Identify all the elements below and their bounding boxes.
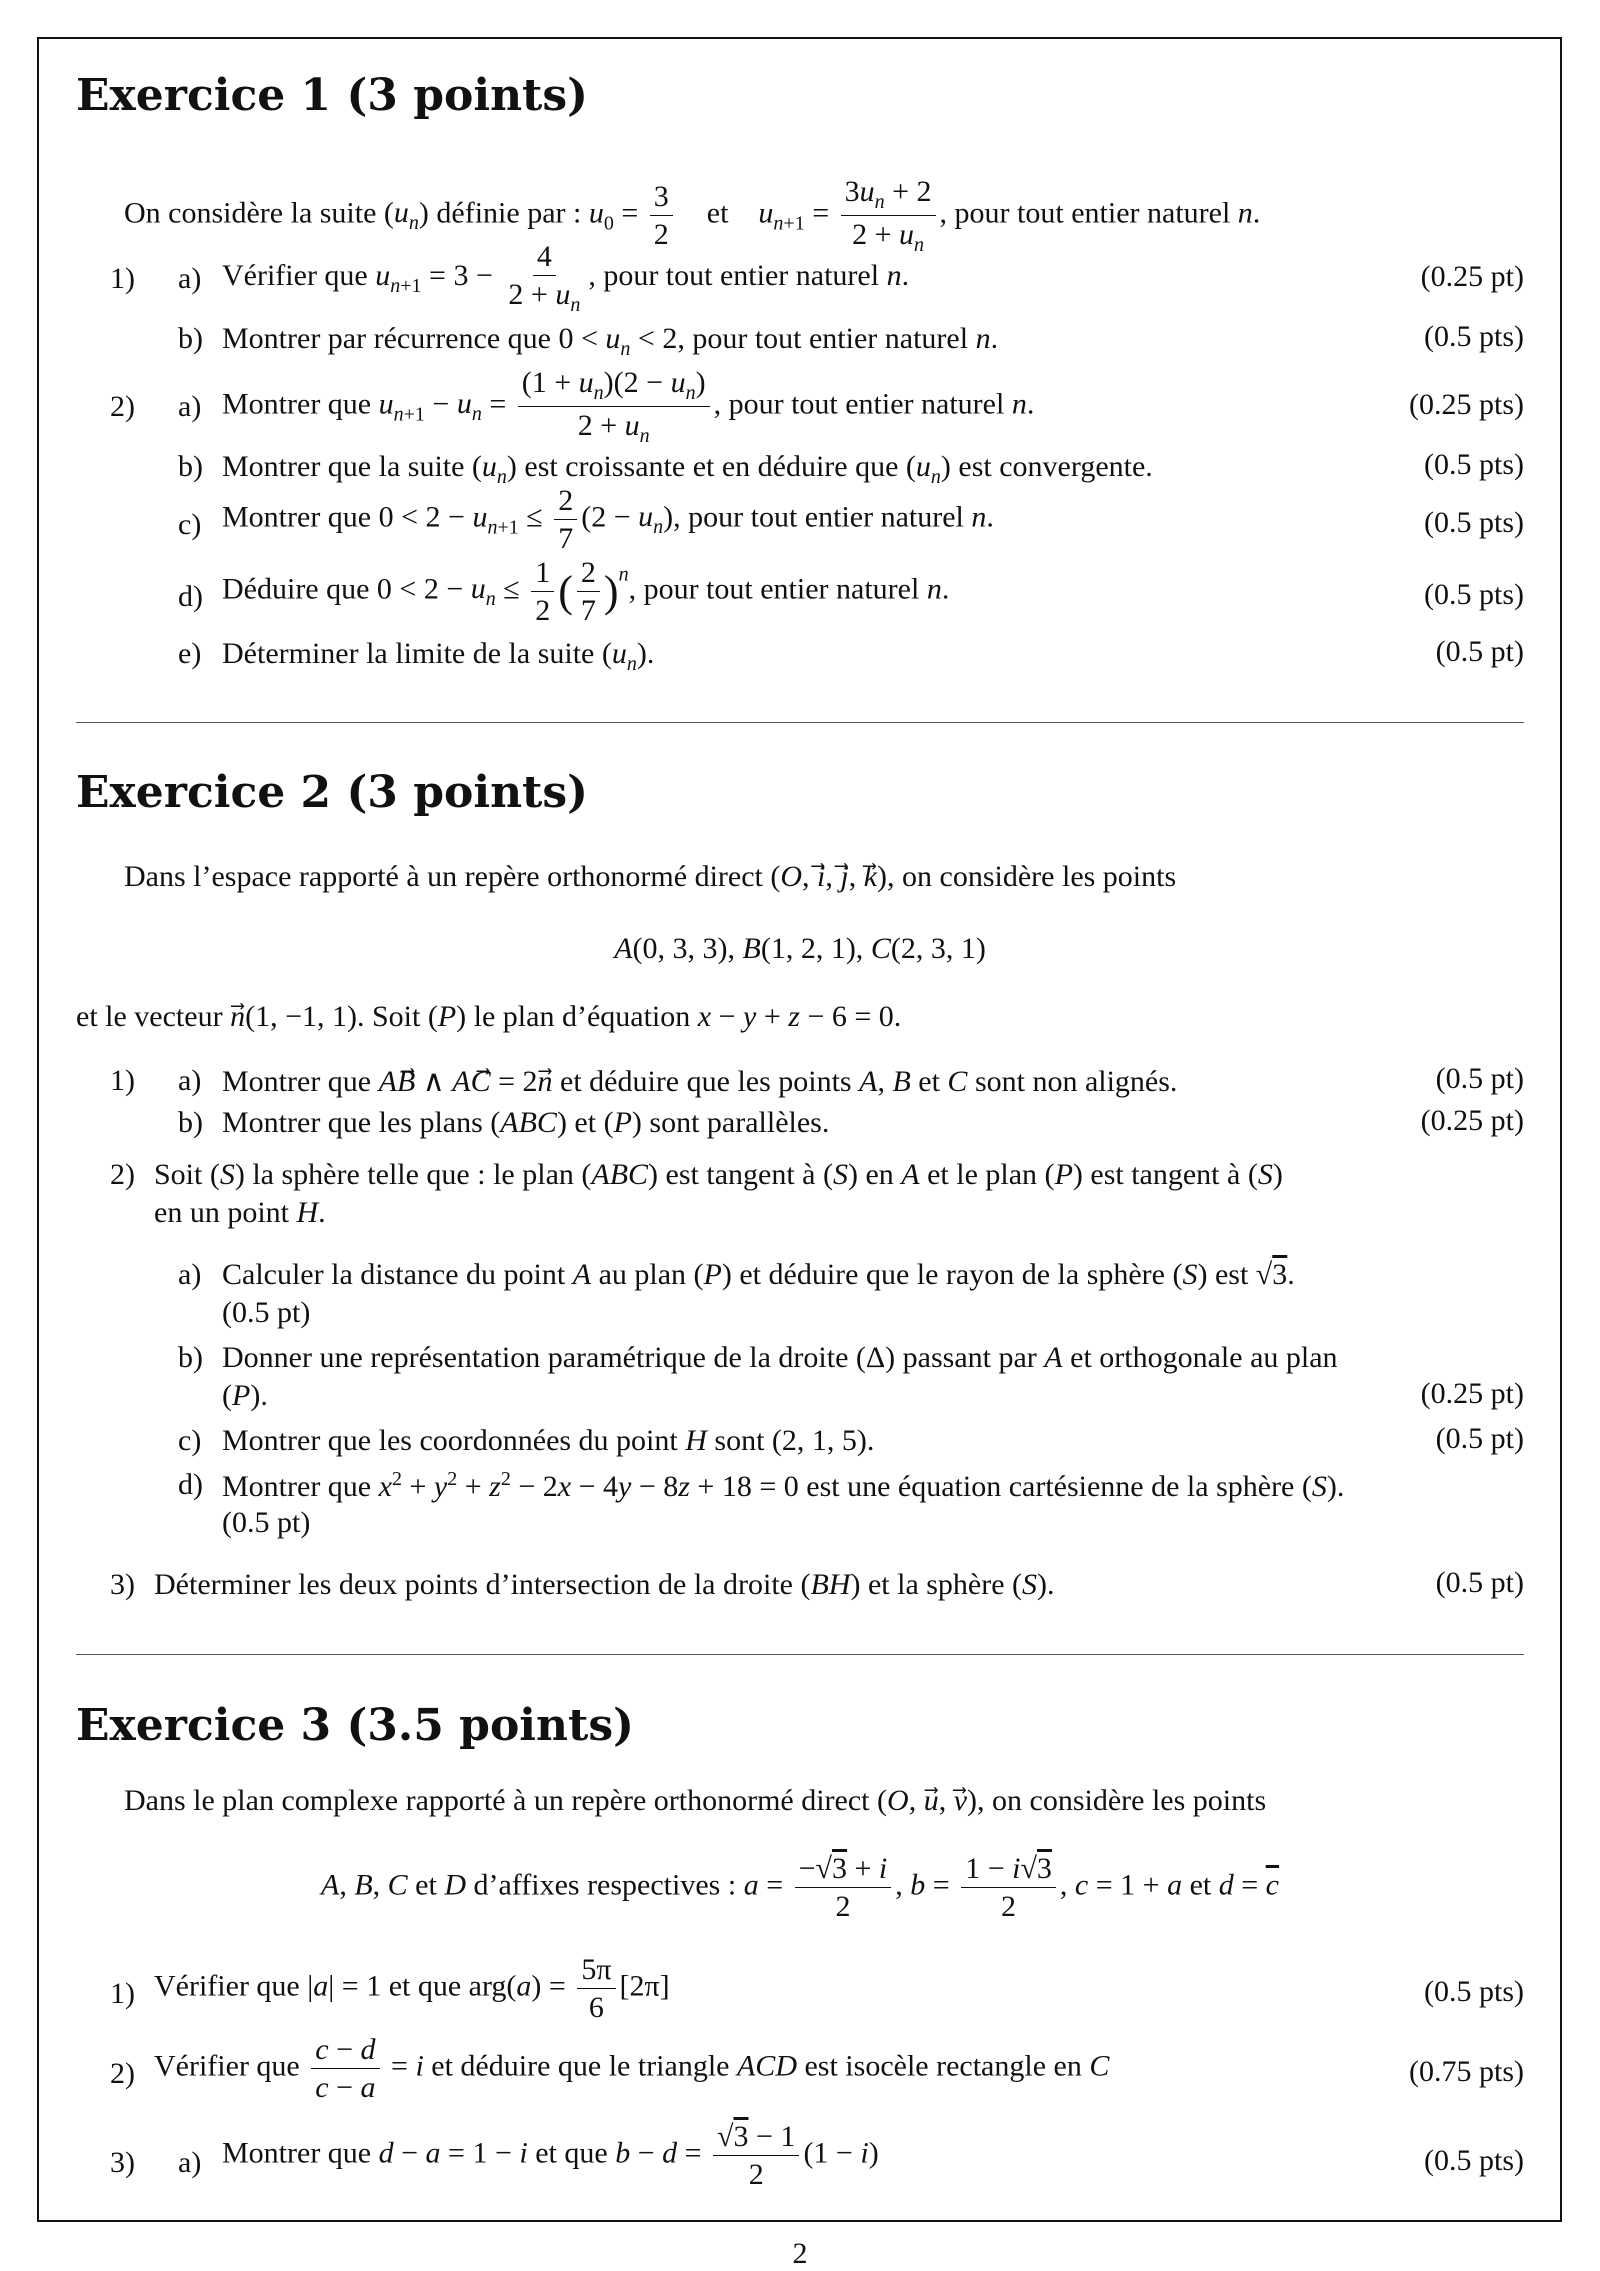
separator-2 xyxy=(76,1654,1524,1655)
ex2-q2-number: 2) xyxy=(110,1158,135,1191)
ex3-q1-number: 1) xyxy=(110,1977,135,2010)
ex1-q2e-letter: e) xyxy=(178,637,202,670)
ex2-q2c: Montrer que les coordonnées du point H sont (2, 1, 5). xyxy=(222,1424,875,1457)
ex2-q2d-line1: Montrer que $x^2 + y^2 + z^2 - 2x - 4y - 8z + 18 = 0$ est une équation cartésienne de la sphère (S). xyxy=(222,1468,1345,1503)
ex2-q1b-letter: b) xyxy=(178,1106,203,1139)
ex3-q3a-letter: a) xyxy=(178,2146,202,2179)
page-number: 2 xyxy=(792,2237,808,2270)
ex2-q3: Déterminer les deux points d’intersection de la droite (BH) et la sphère (S). xyxy=(154,1568,1055,1601)
ex2-q2b-letter: b) xyxy=(178,1341,203,1374)
ex3-affixes: A, B, C et D d’affixes respectives : a = $\frac{-√3 + i}{2}$ , b = $\frac{1 - i√3}{2}$ , c = 1 + a et $d = \overline{c}$ xyxy=(321,1852,1279,1923)
ex1-q1a: Vérifier que $u_{n+1} = 3$ − $\frac{4}{2 + u_n}$ , pour tout entier naturel n. xyxy=(222,240,910,316)
ex1-q2-number: 2) xyxy=(110,390,135,423)
ex3-q2-number: 2) xyxy=(110,2057,135,2090)
ex2-q1-number: 1) xyxy=(110,1064,135,1097)
exercise-3-title: Exercice 3 (3.5 points) xyxy=(76,1700,634,1751)
ex1-q2d-letter: d) xyxy=(178,580,203,613)
ex3-q3-number: 3) xyxy=(110,2146,135,2179)
ex3-q3a-points: (0.5 pts) xyxy=(1424,2144,1524,2177)
ex2-q2c-letter: c) xyxy=(178,1424,202,1457)
ex2-q2a-line1: Calculer la distance du point A au plan (P) et déduire que le rayon de la sphère (S) est √3. xyxy=(222,1258,1295,1291)
ex1-q2b: Montrer que la suite $(u_n)$ est croissante et en déduire que $(u_n)$ est convergente. xyxy=(222,450,1153,488)
ex2-q2c-points: (0.5 pt) xyxy=(1435,1422,1524,1455)
ex2-q1b: Montrer que les plans (ABC) et (P) sont parallèles. xyxy=(222,1106,830,1139)
ex2-q2b-line1: Donner une représentation paramétrique de la droite (Δ) passant par A et orthogonale au plan xyxy=(222,1341,1338,1374)
ex1-intro: On considère la suite $(u_n)$ définie par : $u_0$ = $\frac{3}{2}$ et $u_{n+1}$ = $\frac{3u_n + 2}{2 + u_n}$ , pour tout entier naturel n. xyxy=(124,175,1261,256)
ex1-q2a-letter: a) xyxy=(178,390,202,423)
ex3-q1-points: (0.5 pts) xyxy=(1424,1975,1524,2008)
ex3-q1: Vérifier que |a| = 1 et que arg(a) = $\frac{5\pi}{6}$ [2π] xyxy=(154,1953,670,2024)
exercise-2-title: Exercice 2 (3 points) xyxy=(76,767,588,818)
ex1-q1b-letter: b) xyxy=(178,322,203,355)
ex1-q1b-points: (0.5 pts) xyxy=(1424,320,1524,353)
ex2-points: A(0, 3, 3), B(1, 2, 1), C(2, 3, 1) xyxy=(614,932,986,965)
ex1-q1a-points: (0.25 pt) xyxy=(1420,260,1524,293)
ex3-q2: Vérifier que $\frac{c - d}{c - a}$ = i et déduire que le triangle ACD est isocèle rectangle en C xyxy=(154,2033,1110,2104)
ex2-q2d-letter: d) xyxy=(178,1468,203,1501)
ex2-vector: et le vecteur n⃗(1, −1, 1). Soit (P) le plan d’équation x − y + z − 6 = 0. xyxy=(76,1000,902,1033)
ex3-q2-points: (0.75 pts) xyxy=(1409,2055,1524,2088)
ex2-q2b-line2: (P). xyxy=(222,1379,268,1412)
ex3-q3a: Montrer que d − a = 1 − i et que b − d = $\frac{√3 - 1}{2}$ (1 − i) xyxy=(222,2120,879,2191)
ex2-q2-line1: Soit (S) la sphère telle que : le plan (ABC) est tangent à (S) en A et le plan (P) est tangent à (S) xyxy=(154,1158,1283,1191)
ex2-q1b-points: (0.25 pt) xyxy=(1420,1104,1524,1137)
ex2-q2a-line2: (0.5 pt) xyxy=(222,1296,311,1329)
ex2-q3-points: (0.5 pt) xyxy=(1435,1566,1524,1599)
ex1-q1a-letter: a) xyxy=(178,262,202,295)
ex2-q2d-line2: (0.5 pt) xyxy=(222,1506,311,1539)
ex1-q2e-points: (0.5 pt) xyxy=(1435,635,1524,668)
ex1-q2b-points: (0.5 pts) xyxy=(1424,448,1524,481)
ex2-intro: Dans l’espace rapporté à un repère orthonormé direct (O, i⃗, j⃗, k⃗), on considère les points xyxy=(124,860,1177,893)
ex1-q2d: Déduire que $0 < 2 - u_n$ ≤ $\frac{1}{2}$ ( $\frac{2}{7}$ )$^n$, pour tout entier naturel n. xyxy=(222,556,950,627)
ex2-q1a-letter: a) xyxy=(178,1064,202,1097)
ex1-q2c: Montrer que $0 < 2 - u_{n+1}$ ≤ $\frac{2}{7}$ $(2 - u_n)$, pour tout entier naturel n. xyxy=(222,484,994,555)
ex2-q2-line2: en un point H. xyxy=(154,1196,326,1229)
ex2-q2b-points: (0.25 pt) xyxy=(1420,1377,1524,1410)
ex2-q2a-letter: a) xyxy=(178,1258,202,1291)
ex2-q1a: Montrer que AB⃗ ∧ AC⃗ = 2n⃗ et déduire que les points A, B et C sont non alignés. xyxy=(222,1065,1178,1098)
ex1-q1-number: 1) xyxy=(110,262,135,295)
separator-1 xyxy=(76,722,1524,723)
ex1-q2c-letter: c) xyxy=(178,508,202,541)
ex1-q2c-points: (0.5 pts) xyxy=(1424,506,1524,539)
ex3-intro: Dans le plan complexe rapporté à un repère orthonormé direct (O, u⃗, v⃗), on considère les points xyxy=(124,1784,1267,1817)
ex1-q2a: Montrer que $u_{n+1} - u_n$ = $\frac{(1 + u_n)(2 - u_n)}{2 + u_n}$ , pour tout entier naturel n. xyxy=(222,366,1035,447)
ex1-q2d-points: (0.5 pts) xyxy=(1424,578,1524,611)
ex1-q1b: Montrer par récurrence que $0 < u_n < 2$, pour tout entier naturel n. xyxy=(222,322,999,360)
ex1-q2b-letter: b) xyxy=(178,450,203,483)
ex1-q2a-points: (0.25 pts) xyxy=(1409,388,1524,421)
ex2-q3-number: 3) xyxy=(110,1568,135,1601)
ex2-q1a-points: (0.5 pt) xyxy=(1435,1062,1524,1095)
ex1-q2e: Déterminer la limite de la suite $(u_n)$. xyxy=(222,637,655,675)
exercise-1-title: Exercice 1 (3 points) xyxy=(76,70,588,121)
